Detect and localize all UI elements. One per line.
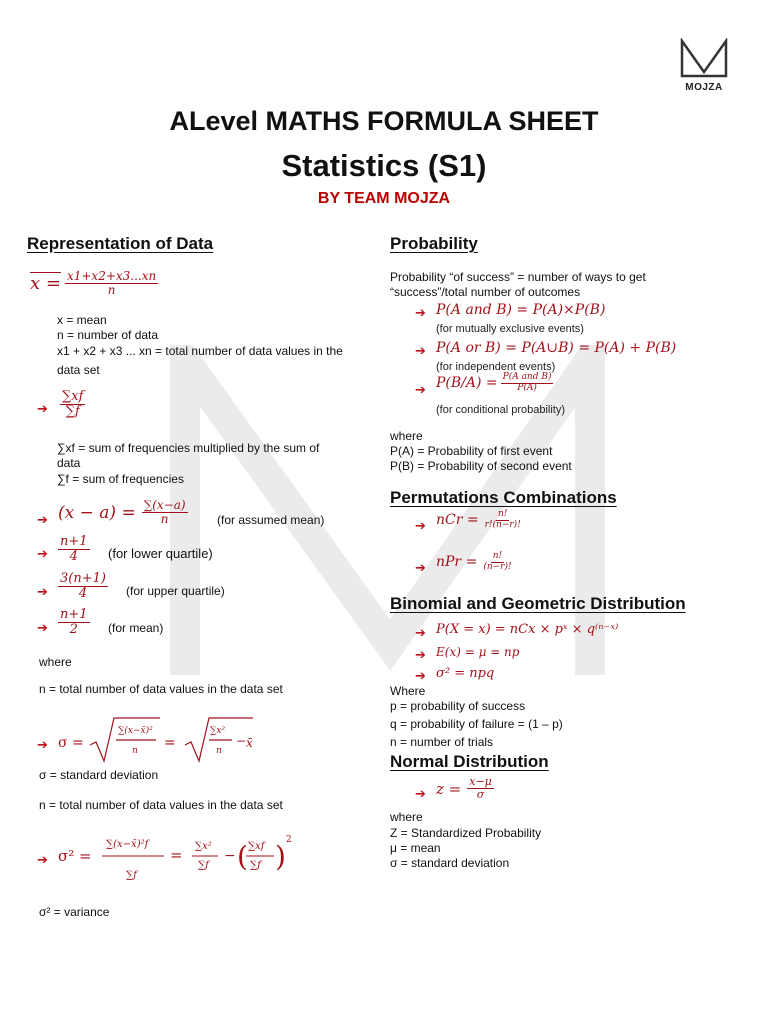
sf-definition: ∑f = sum of frequencies [57, 472, 184, 486]
section-heading-binomial: Binomial and Geometric Distribution [390, 594, 686, 613]
binomial-formula: P(X = x) = nCx × pˣ × q⁽ⁿ⁻ˣ⁾ [436, 622, 619, 637]
ncr-lhs: nCr = [436, 512, 479, 529]
upper-quartile-formula [58, 572, 108, 602]
freq-fraction [60, 390, 85, 420]
mean-formula [30, 270, 158, 297]
ncr-denominator: r!(n−r)! [484, 519, 521, 530]
median-formula [58, 608, 90, 638]
ncr-numerator: n! [498, 509, 508, 519]
ncr-fraction [483, 510, 523, 531]
lq-fraction [58, 535, 90, 565]
uq-note: (for upper quartile) [126, 584, 225, 598]
uq-fraction [58, 572, 108, 602]
section-heading-permutations: Permutations Combinations [390, 488, 617, 507]
sxf-definition-1: ∑xf = sum of frequencies multiplied by the sum of [57, 441, 320, 455]
z-fraction [467, 776, 494, 801]
sum-definition-1: x1 + x2 + x3 ... xn = total number of data values in the [57, 344, 343, 358]
mean-numerator: x1+x2+x3...xn [66, 269, 157, 283]
or-rule-formula: P(A or B) = P(A∪B) = P(A) + P(B) [436, 340, 677, 356]
expectation-formula: E(x) = μ = np [436, 645, 520, 659]
svg-text:∑f: ∑f [126, 870, 137, 881]
npr-lhs: nPr = [436, 554, 478, 571]
arrow-icon: ➔ [37, 512, 48, 527]
arrow-icon: ➔ [415, 518, 426, 533]
byline: BY TEAM MOJZA [317, 190, 451, 207]
sigma-definition: σ = standard deviation [39, 768, 159, 782]
assumed-note: (for assumed mean) [217, 513, 325, 527]
p-definition: p = probability of success [390, 699, 526, 713]
svg-text:(: ( [237, 840, 248, 873]
and-rule-note: (for mutually exclusive events) [436, 323, 584, 335]
svg-text:∑xf: ∑xf [248, 841, 265, 852]
trials-definition: n = number of trials [390, 735, 494, 749]
q-definition: q = probability of failure = (1 – p) [390, 717, 563, 731]
svg-text:∑f: ∑f [198, 860, 209, 871]
svg-text:=: = [164, 735, 176, 751]
med-fraction [58, 608, 90, 638]
arrow-icon: ➔ [37, 620, 48, 635]
lq-note: (for lower quartile) [108, 546, 213, 561]
med-note: (for mean) [108, 621, 164, 635]
svg-text:∑x²: ∑x² [210, 726, 226, 736]
conditional-numerator: P(A and B) [502, 372, 552, 382]
section-heading-probability: Probability [390, 234, 478, 253]
conditional-formula [436, 373, 553, 394]
npr-formula [436, 552, 514, 573]
n-definition: n = number of data [57, 328, 159, 342]
ncr-formula [436, 510, 523, 531]
conditional-lhs: P(B/A) = [436, 375, 498, 392]
sigma-formula-graphic [88, 715, 268, 765]
freq-denominator: ∑f [65, 404, 80, 420]
mean-denominator: n [107, 283, 116, 298]
mean-definition: x = mean [57, 313, 107, 327]
z-denominator: σ [476, 788, 485, 802]
svg-text:−: − [224, 848, 236, 864]
where-label: where [390, 429, 423, 443]
sxf-definition-2: data [57, 456, 81, 470]
arrow-icon: ➔ [415, 668, 426, 683]
svg-text:∑(x−x̄)²f: ∑(x−x̄)²f [106, 839, 149, 850]
uq-numerator: 3(n+1) [60, 571, 106, 586]
assumed-denominator: n [160, 512, 169, 527]
probability-definition-2: “success”/total number of outcomes [390, 285, 581, 299]
arrow-icon: ➔ [37, 737, 48, 752]
lq-denominator: 4 [69, 549, 78, 565]
svg-text:∑x²: ∑x² [195, 841, 212, 852]
conditional-note: (for conditional probability) [436, 404, 566, 416]
arrow-icon: ➔ [415, 305, 426, 320]
page-subtitle: Statistics (S1) [281, 148, 487, 183]
med-denominator: 2 [69, 622, 78, 638]
arrow-icon: ➔ [37, 546, 48, 561]
assumed-fraction [142, 499, 188, 526]
freq-numerator: ∑xf [62, 389, 84, 404]
assumed-numerator: ∑(x−a) [143, 498, 186, 512]
sum-definition-2: data set [57, 363, 100, 377]
arrow-icon: ➔ [37, 401, 48, 416]
uq-denominator: 4 [78, 586, 88, 602]
and-rule-formula: P(A and B) = P(A)×P(B) [436, 302, 606, 318]
arrow-icon: ➔ [415, 625, 426, 640]
page-title: ALevel MATHS FORMULA SHEET [169, 106, 599, 136]
assumed-mean-formula [58, 499, 188, 526]
svg-text:n: n [216, 746, 222, 756]
n-total-definition-2: n = total number of data values in the data set [39, 798, 283, 812]
pb-definition: P(B) = Probability of second event [390, 459, 572, 473]
conditional-denominator: P(A) [517, 382, 537, 393]
where-label: where [390, 810, 423, 824]
assumed-lhs: (x − a) = [58, 502, 136, 523]
arrow-icon: ➔ [415, 343, 426, 358]
npr-numerator: n! [492, 551, 503, 561]
svg-text:n: n [132, 746, 138, 756]
svg-text:=: = [170, 846, 183, 864]
n-total-definition: n = total number of data values in the data set [39, 682, 283, 696]
med-numerator: n+1 [60, 607, 88, 622]
svg-text:∑(x−x̄)²: ∑(x−x̄)² [118, 726, 153, 736]
svg-text:∑f: ∑f [250, 860, 261, 871]
pa-definition: P(A) = Probability of first event [390, 444, 553, 458]
arrow-icon: ➔ [415, 786, 426, 801]
variance-formula-graphic [98, 826, 298, 890]
svg-text:x̄: x̄ [246, 736, 253, 750]
svg-text:−: − [236, 734, 247, 748]
variance-definition: σ² = variance [39, 905, 110, 919]
arrow-icon: ➔ [37, 852, 48, 867]
sigma-lhs: σ = [58, 735, 84, 751]
svg-text:): ) [275, 840, 286, 873]
z-definition: Z = Standardized Probability [390, 826, 542, 840]
arrow-icon: ➔ [415, 647, 426, 662]
npr-fraction [481, 552, 513, 573]
or-rule-note: (for independent events) [436, 361, 556, 373]
mean-fraction [65, 270, 158, 297]
sd-definition: σ = standard deviation [390, 856, 510, 870]
arrow-icon: ➔ [415, 382, 426, 397]
mu-definition: μ = mean [390, 841, 441, 855]
logo-text: MOJZA [685, 82, 723, 93]
section-heading-normal: Normal Distribution [390, 752, 549, 771]
z-lhs: z = [436, 779, 462, 798]
section-heading-representation: Representation of Data [27, 234, 214, 253]
binomial-variance-formula: σ² = npq [436, 666, 495, 681]
arrow-icon: ➔ [37, 584, 48, 599]
variance-lhs: σ² = [58, 847, 92, 865]
lower-quartile-formula [58, 535, 90, 565]
mojza-logo-icon [679, 38, 729, 78]
where-label: where [39, 655, 72, 669]
freq-mean-formula [60, 390, 85, 420]
z-numerator: x−μ [469, 775, 492, 788]
lq-numerator: n+1 [60, 534, 88, 549]
where-label: Where [390, 684, 426, 698]
mean-lhs: x = [30, 273, 61, 295]
conditional-fraction [501, 373, 554, 394]
npr-denominator: (n−r)! [483, 561, 512, 572]
probability-definition-1: Probability “of success” = number of ways to get [390, 270, 646, 284]
arrow-icon: ➔ [415, 560, 426, 575]
svg-text:2: 2 [286, 835, 292, 845]
z-score-formula [436, 776, 494, 801]
brand-logo [678, 38, 730, 93]
